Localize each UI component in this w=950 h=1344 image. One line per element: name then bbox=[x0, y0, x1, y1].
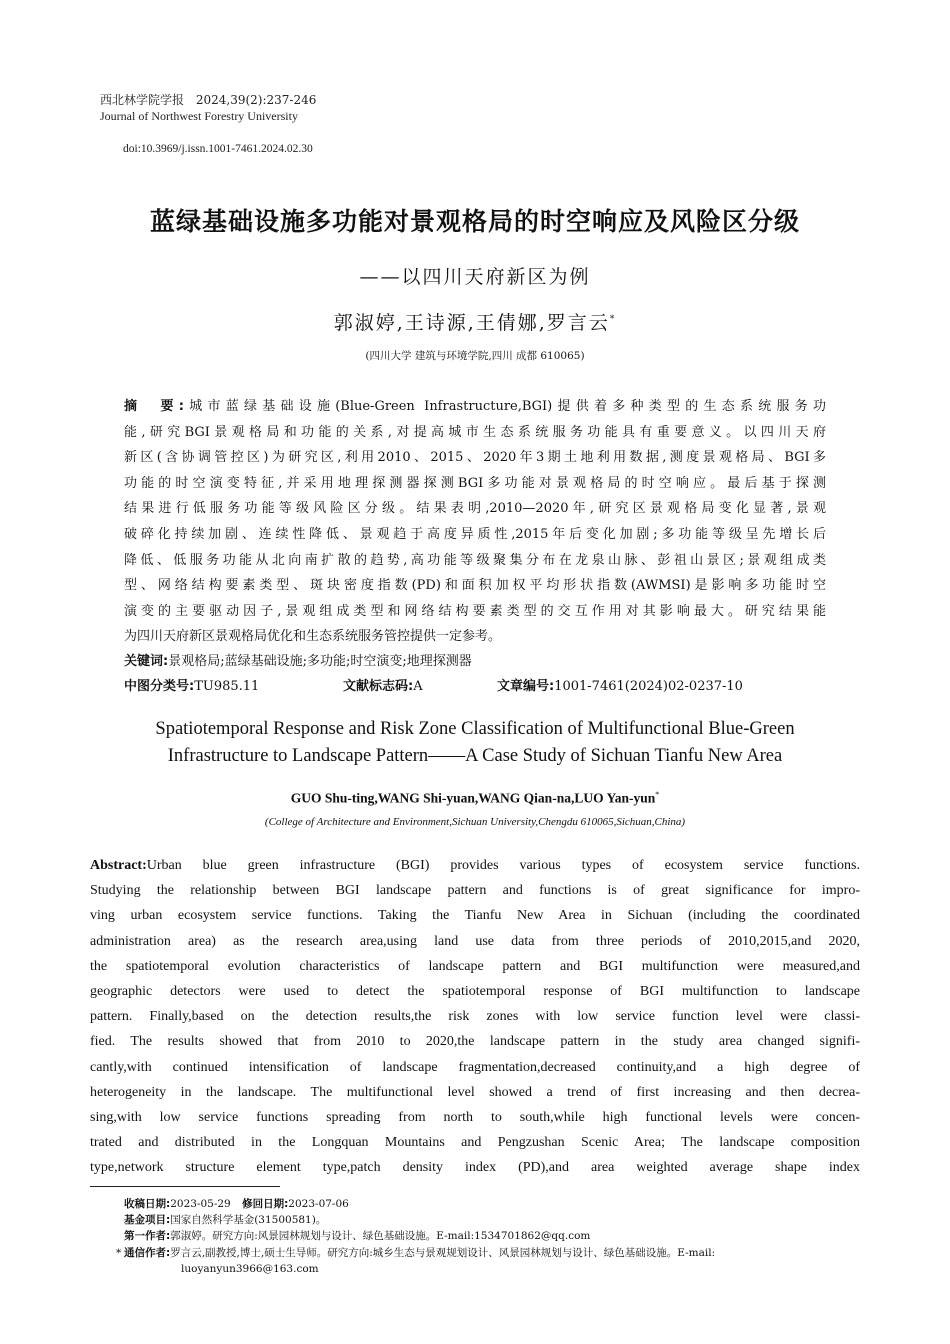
keywords-cn bbox=[124, 649, 826, 674]
abstract-cn-line: 新区(含协调管控区)为研究区,利用2010、2015、2020年3期土地利用数据,测度景观格局、BGI多 bbox=[124, 450, 826, 466]
keywords-cn-text: 景观格局;蓝绿基础设施;多功能;时空演变;地理探测器 bbox=[168, 654, 472, 669]
abstract-cn-line: 型、网络结构要素类型、斑块密度指数(PD)和面积加权平均形状指数(AWMSI)是影响多功能时空 bbox=[124, 578, 826, 594]
abstract-cn-label: 摘 要: bbox=[124, 399, 184, 414]
author-names-en: GUO Shu-ting,WANG Shi-yuan,WANG Qian-na,LUO Yan-yun bbox=[290, 790, 656, 806]
abstract-cn-line: 能,研究BGI景观格局和功能的关系,对提高城市生态系统服务功能具有重要意义。以四川天府 bbox=[124, 424, 826, 440]
footnote-corresponding-email: luoyanyun3966@163.com bbox=[181, 1262, 319, 1275]
doi: doi:10.3969/j.issn.1001-7461.2024.02.30 bbox=[123, 143, 313, 155]
journal-name-cn: 西北林学院学报 bbox=[100, 93, 185, 107]
affiliation-cn: (四川大学 建筑与环境学院,四川 成都 610065) bbox=[365, 350, 585, 362]
abstract-cn bbox=[124, 394, 826, 650]
footnote-fund: 基金项目:国家自然科学基金(31500581)。 bbox=[124, 1214, 327, 1227]
abstract-en-line: sing,with low service functions spreading from north to south,while high functional levels were concen- bbox=[90, 1110, 860, 1126]
abstract-en-line: Abstract:Urban blue green infrastructure (BGI) provides various types of ecosystem service functions. bbox=[90, 858, 860, 873]
abstract-cn-line: 摘 要:城市蓝绿基础设施(Blue-Green Infrastructure,BGI)提供着多种类型的生态系统服务功 bbox=[124, 399, 826, 414]
paper-title-en-line: Spatiotemporal Response and Risk Zone Classification of Multifunctional Blue-Green bbox=[155, 719, 795, 739]
abstract-en-line: Studying the relationship between BGI landscape pattern and functions is of great significance for impro- bbox=[90, 883, 860, 899]
abstract-en-line: cantly,with continued intensification of landscape fragmentation,decreased continuity,and a high degree of bbox=[90, 1059, 860, 1075]
abstract-cn-line: 功能的时空演变特征,并采用地理探测器探测BGI多功能对景观格局的时空响应。最后基于探测 bbox=[124, 475, 826, 491]
paper-title-en-line: Infrastructure to Landscape Pattern——A Case Study of Sichuan Tianfu New Area bbox=[167, 746, 783, 766]
abstract-en-line: fied. The results showed that from 2010 to 2020,the landscape pattern in the study area changed signifi- bbox=[90, 1034, 860, 1050]
corresponding-mark: * bbox=[609, 314, 617, 325]
paper-title-en bbox=[0, 716, 950, 770]
abstract-cn-line: 为四川天府新区景观格局优化和生态系统服务管控提供一定参考。 bbox=[124, 629, 502, 645]
abstract-en-line: pattern. Finally,based on the detection results,the risk zones with low service function level were classi- bbox=[90, 1009, 860, 1025]
footnote-dates: 收稿日期:2023-05-29 修回日期:2023-07-06 bbox=[124, 1198, 349, 1210]
abstract-en-line: geographic detectors were used to detect the spatiotemporal response of BGI multifunction to landscape bbox=[90, 984, 860, 1000]
authors-en bbox=[0, 790, 950, 807]
abstract-en-line: trated and distributed in the Longquan Mountains and Pengzushan Scenic Area; The landscape composition bbox=[90, 1135, 860, 1151]
paper-title-cn: 蓝绿基础设施多功能对景观格局的时空响应及风险区分级 bbox=[149, 207, 800, 236]
affiliation-en: (College of Architecture and Environment,Sichuan University,Chengdu 610065,Sichuan,China) bbox=[264, 816, 686, 828]
journal-header bbox=[100, 92, 316, 124]
footnotes bbox=[116, 1196, 864, 1277]
abstract-cn-line: 破碎化持续加剧、连续性降低、景观趋于高度异质性,2015年后变化加剧;多功能等级呈先增长后 bbox=[124, 526, 826, 542]
document-code: 文献标志码:A bbox=[343, 679, 423, 694]
keywords-cn-label: 关键词: bbox=[124, 654, 169, 669]
journal-name-en: Journal of Northwest Forestry University bbox=[100, 109, 298, 123]
corresponding-mark-en: * bbox=[655, 790, 660, 799]
abstract-cn-line: 结果进行低服务功能等级风险区分级。结果表明,2010—2020年,研究区景观格局变化显著,景观 bbox=[124, 501, 826, 517]
authors-cn bbox=[0, 308, 950, 335]
abstract-en-line: the spatiotemporal evolution characteristics of landscape pattern and BGI multifunction were measured,and bbox=[90, 958, 860, 974]
abstract-en-line: heterogeneity in the landscape. The multifunctional level showed a trend of first increasing and then decrea- bbox=[90, 1084, 860, 1100]
footnote-star: * bbox=[116, 1246, 122, 1259]
clc-code: 中图分类号:TU985.11 bbox=[124, 679, 260, 694]
abstract-en bbox=[90, 853, 860, 1181]
footnote-divider bbox=[90, 1186, 280, 1187]
abstract-cn-line: 演变的主要驱动因子,景观组成类型和网络结构要素类型的交互作用对其影响最大。研究结果能 bbox=[124, 603, 826, 619]
footnote-corresponding-author: * 通信作者:罗言云,副教授,博士,硕士生导师。研究方向:城乡生态与景观规划设计、风景园林规划与设计、绿色基础设施。E-mail: bbox=[124, 1245, 864, 1261]
author-names-cn: 郭淑婷,王诗源,王倩娜,罗言云 bbox=[333, 312, 610, 334]
abstract-cn-line: 降低、低服务功能从北向南扩散的趋势,高功能等级聚集分布在龙泉山脉、彭祖山景区;景观组成类 bbox=[124, 552, 826, 568]
footnote-first-author: 第一作者:郭淑婷。研究方向:风景园林规划与设计、绿色基础设施。E-mail:1534701862@qq.com bbox=[124, 1230, 591, 1243]
paper-subtitle-cn: ——以四川天府新区为例 bbox=[359, 266, 591, 288]
abstract-en-line: administration area) as the research area,using land use data from three periods of 2010,2015,and 2020, bbox=[90, 933, 860, 949]
abstract-en-label: Abstract: bbox=[90, 858, 147, 873]
article-number: 文章编号:1001-7461(2024)02-0237-10 bbox=[497, 679, 743, 694]
abstract-en-line: type,network structure element type,patch density index (PD),and area weighted average shape index bbox=[90, 1160, 860, 1176]
journal-issue: 2024,39(2):237-246 bbox=[195, 93, 317, 107]
abstract-en-line: ving urban ecosystem service functions. Taking the Tianfu New Area in Sichuan (including the coordinated bbox=[90, 908, 860, 924]
